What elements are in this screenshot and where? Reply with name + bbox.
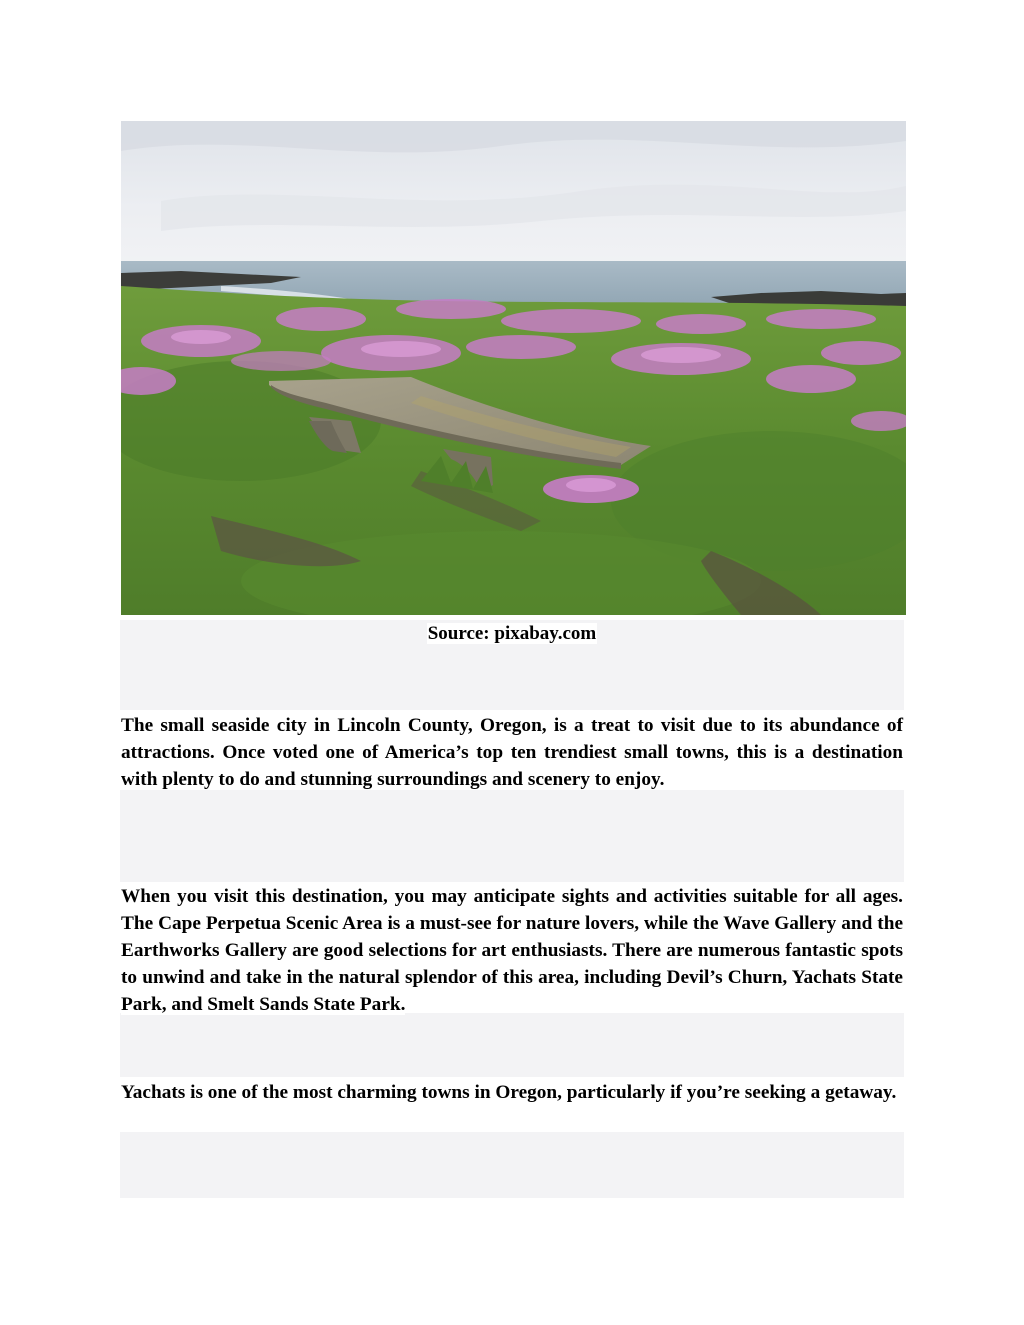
paragraph-attractions <box>121 883 903 1018</box>
caption-text: Source: pixabay.com <box>427 623 597 644</box>
paragraph-intro <box>121 712 903 793</box>
paragraph-text: Yachats is one of the most charming towns in Oregon, particularly if you’re seeking a getaway. <box>121 1082 897 1103</box>
image-source-caption <box>120 620 904 648</box>
highlight-block <box>120 790 904 882</box>
coastal-bench-photo <box>121 121 906 615</box>
highlight-block <box>120 1013 904 1077</box>
highlight-block <box>120 1132 904 1198</box>
paragraph-conclusion <box>121 1079 903 1106</box>
paragraph-text: When you visit this destination, you may anticipate sights and activities suitable for all ages. The Cape Perpetua Scenic Area is a must-see for nature lovers, while the Wave Gallery and the Earthworks Gallery are good selections for art enthusiasts. There are numerous fantastic spots to unwind and take in the natural splendor of this area, including Devil’s Churn, Yachats State Park, and Smelt Sands State Park. <box>121 886 903 1015</box>
paragraph-text: The small seaside city in Lincoln County, Oregon, is a treat to visit due to its abundance of attractions. Once voted one of America’s top ten trendiest small towns, this is a destination with plenty to do and stunning surroundings and scenery to enjoy. <box>121 715 903 790</box>
